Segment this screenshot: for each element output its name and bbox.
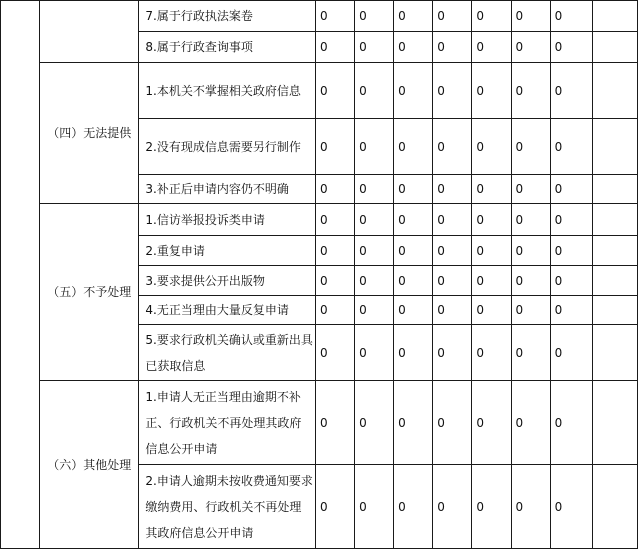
value-cell: 0 (511, 236, 550, 266)
category-unable: （四）无法提供 (40, 63, 139, 204)
value-cell: 0 (315, 381, 354, 465)
value-cell: 0 (394, 296, 433, 325)
prev-category-cell (40, 1, 139, 63)
value-cell: 0 (355, 325, 394, 381)
value-cell: 0 (315, 325, 354, 381)
value-cell: 0 (433, 1, 472, 32)
value-cell: 0 (472, 32, 511, 63)
item-label: 8.属于行政查询事项 (139, 32, 316, 63)
value-cell: 0 (433, 32, 472, 63)
value-cell: 0 (472, 63, 511, 119)
empty-cell (592, 381, 637, 465)
value-cell: 0 (315, 1, 354, 32)
value-cell: 0 (472, 175, 511, 204)
empty-cell (592, 296, 637, 325)
empty-cell (592, 266, 637, 296)
value-cell: 0 (355, 1, 394, 32)
item-label: 2.重复申请 (139, 236, 316, 266)
value-cell: 0 (394, 175, 433, 204)
value-cell: 0 (511, 204, 550, 236)
value-cell: 0 (472, 381, 511, 465)
value-cell: 0 (355, 266, 394, 296)
value-cell: 0 (433, 236, 472, 266)
value-cell: 0 (433, 175, 472, 204)
value-cell: 0 (355, 175, 394, 204)
value-cell: 0 (394, 236, 433, 266)
value-cell: 0 (394, 32, 433, 63)
value-cell: 0 (550, 236, 592, 266)
value-cell: 0 (472, 119, 511, 175)
table-row (1, 204, 638, 236)
value-cell: 0 (315, 63, 354, 119)
value-cell: 0 (433, 465, 472, 549)
value-cell: 0 (315, 266, 354, 296)
value-cell: 0 (550, 266, 592, 296)
item-label: 7.属于行政执法案卷 (139, 1, 316, 32)
value-cell: 0 (472, 325, 511, 381)
value-cell: 0 (511, 266, 550, 296)
outer-category-cell (1, 1, 40, 549)
category-other: （六）其他处理 (40, 381, 139, 549)
item-label: 1.信访举报投诉类申请 (139, 204, 316, 236)
value-cell: 0 (550, 381, 592, 465)
value-cell: 0 (394, 204, 433, 236)
value-cell: 0 (394, 266, 433, 296)
value-cell: 0 (355, 32, 394, 63)
value-cell: 0 (550, 465, 592, 549)
value-cell: 0 (511, 465, 550, 549)
value-cell: 0 (315, 32, 354, 63)
value-cell: 0 (315, 175, 354, 204)
empty-cell (592, 119, 637, 175)
category-not-processed: （五）不予处理 (40, 204, 139, 381)
value-cell: 0 (394, 465, 433, 549)
value-cell: 0 (355, 296, 394, 325)
empty-cell (592, 32, 637, 63)
value-cell: 0 (472, 296, 511, 325)
value-cell: 0 (550, 119, 592, 175)
value-cell: 0 (550, 32, 592, 63)
value-cell: 0 (550, 296, 592, 325)
value-cell: 0 (433, 325, 472, 381)
item-label: 3.要求提供公开出版物 (139, 266, 316, 296)
value-cell: 0 (433, 204, 472, 236)
value-cell: 0 (315, 296, 354, 325)
item-label: 3.补正后申请内容仍不明确 (139, 175, 316, 204)
empty-cell (592, 236, 637, 266)
value-cell: 0 (550, 325, 592, 381)
value-cell: 0 (472, 236, 511, 266)
value-cell: 0 (511, 32, 550, 63)
value-cell: 0 (355, 204, 394, 236)
value-cell: 0 (511, 63, 550, 119)
value-cell: 0 (472, 204, 511, 236)
value-cell: 0 (394, 119, 433, 175)
empty-cell (592, 325, 637, 381)
value-cell: 0 (511, 175, 550, 204)
value-cell: 0 (433, 63, 472, 119)
value-cell: 0 (394, 1, 433, 32)
value-cell: 0 (394, 381, 433, 465)
empty-cell (592, 204, 637, 236)
value-cell: 0 (433, 119, 472, 175)
value-cell: 0 (315, 119, 354, 175)
value-cell: 0 (315, 204, 354, 236)
value-cell: 0 (355, 236, 394, 266)
value-cell: 0 (511, 325, 550, 381)
empty-cell (592, 63, 637, 119)
item-label: 2.没有现成信息需要另行制作 (139, 119, 316, 175)
value-cell: 0 (550, 1, 592, 32)
value-cell: 0 (433, 381, 472, 465)
value-cell: 0 (355, 465, 394, 549)
empty-cell (592, 175, 637, 204)
value-cell: 0 (472, 266, 511, 296)
value-cell: 0 (511, 1, 550, 32)
value-cell: 0 (511, 119, 550, 175)
value-cell: 0 (315, 465, 354, 549)
value-cell: 0 (433, 296, 472, 325)
value-cell: 0 (394, 63, 433, 119)
item-label: 2.申请人逾期未按收费通知要求缴纳费用、行政机关不再处理其政府信息公开申请 (139, 465, 316, 549)
empty-cell (592, 1, 637, 32)
table-row (1, 381, 638, 465)
empty-cell (592, 465, 637, 549)
item-label: 5.要求行政机关确认或重新出具已获取信息 (139, 325, 316, 381)
item-label: 1.申请人无正当理由逾期不补正、行政机关不再处理其政府信息公开申请 (139, 381, 316, 465)
value-cell: 0 (511, 296, 550, 325)
item-label: 1.本机关不掌握相关政府信息 (139, 63, 316, 119)
value-cell: 0 (355, 119, 394, 175)
table-row (1, 1, 638, 32)
table-row (1, 63, 638, 119)
value-cell: 0 (511, 381, 550, 465)
value-cell: 0 (433, 266, 472, 296)
item-label: 4.无正当理由大量反复申请 (139, 296, 316, 325)
value-cell: 0 (355, 63, 394, 119)
value-cell: 0 (550, 63, 592, 119)
value-cell: 0 (472, 465, 511, 549)
value-cell: 0 (550, 204, 592, 236)
value-cell: 0 (394, 325, 433, 381)
value-cell: 0 (315, 236, 354, 266)
value-cell: 0 (355, 381, 394, 465)
value-cell: 0 (472, 1, 511, 32)
value-cell: 0 (550, 175, 592, 204)
